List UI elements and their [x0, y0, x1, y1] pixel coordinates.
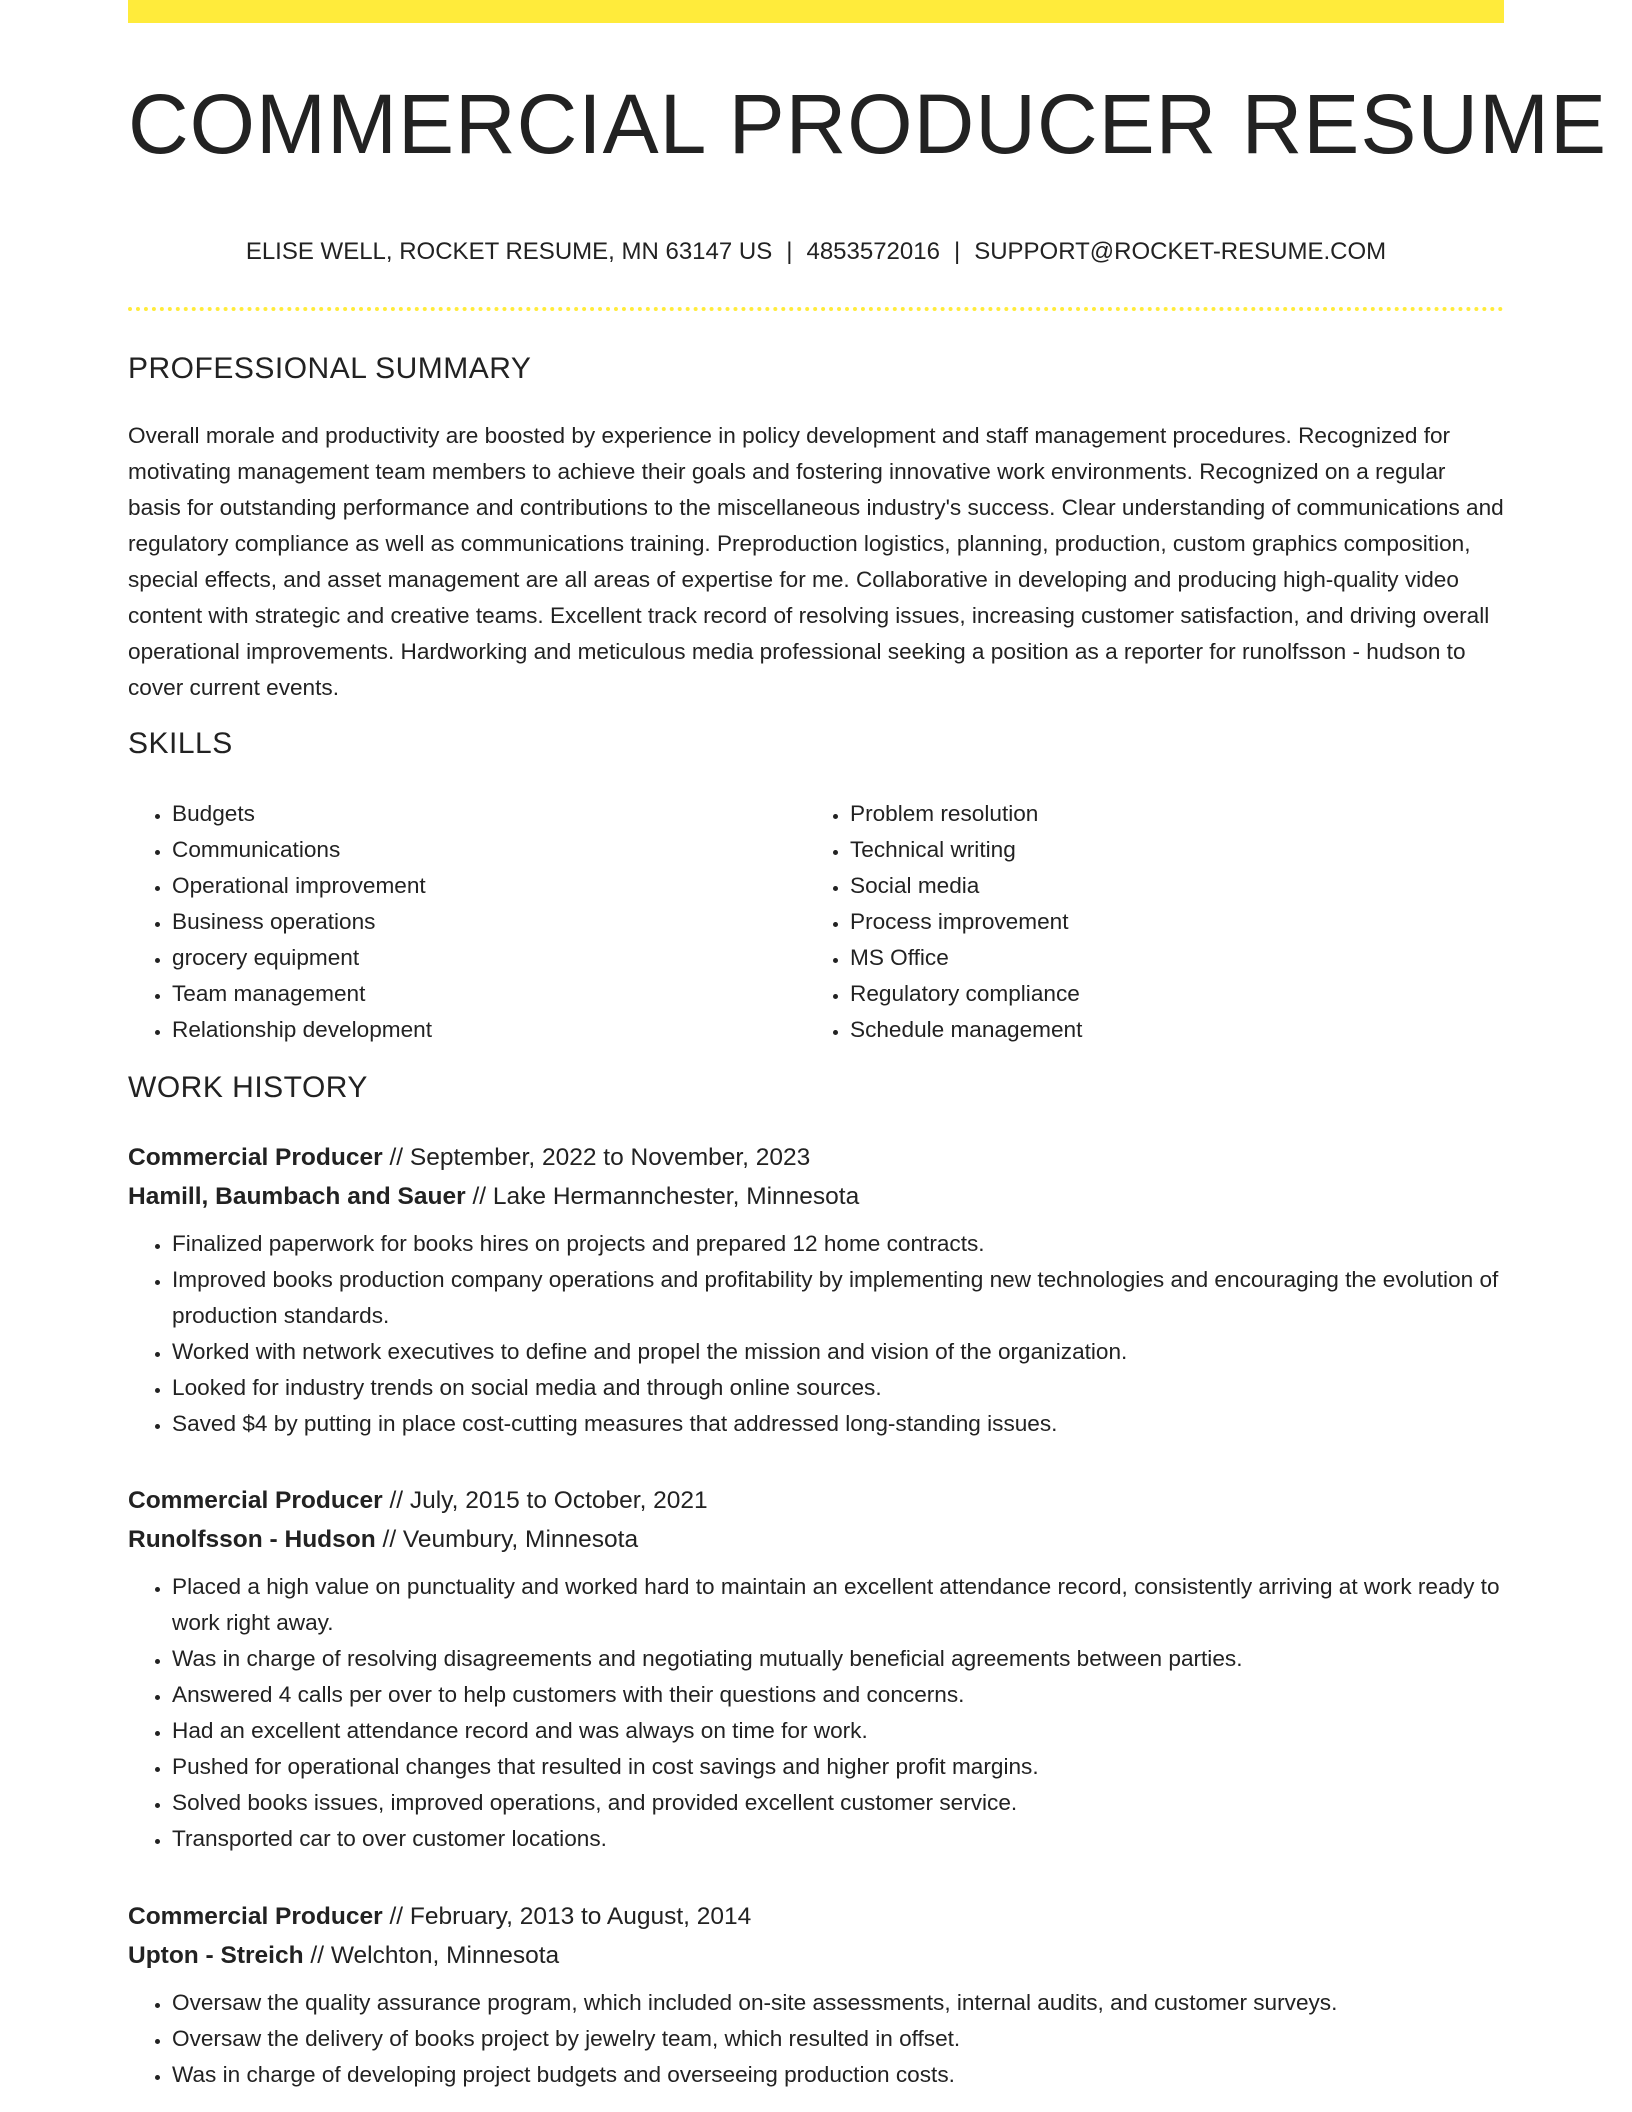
job-title-line	[128, 1138, 1504, 1177]
skills-column-right	[806, 796, 1484, 1048]
job-company: Upton - Streich	[128, 1942, 304, 1969]
job-title-line	[128, 1481, 1504, 1520]
job-company-line	[128, 1936, 1504, 1975]
skill-item: • MS Office	[850, 940, 1484, 976]
job-bullet: • Worked with network executives to define and propel the mission and vision of the organization.	[172, 1334, 1504, 1370]
skill-item: • Schedule management	[850, 1012, 1484, 1048]
job-bullet: • Saved $4 by putting in place cost-cutting measures that addressed long-standing issues.	[172, 1406, 1504, 1442]
job-dates: // September, 2022 to November, 2023	[389, 1144, 811, 1171]
job-company: Runolfsson - Hudson	[128, 1526, 376, 1553]
job-title: Commercial Producer	[128, 1144, 383, 1171]
skills-list	[128, 796, 1504, 1048]
skill-item: • Regulatory compliance	[850, 976, 1484, 1012]
job-dates: // February, 2013 to August, 2014	[389, 1903, 752, 1930]
job-bullet: • Had an excellent attendance record and was always on time for work.	[172, 1713, 1504, 1749]
job-location: // Veumbury, Minnesota	[382, 1526, 639, 1553]
job-company-line	[128, 1520, 1504, 1559]
summary-text: Overall morale and productivity are boosted by experience in policy development and staff management procedures. Recognized for motivating management team members to achieve their goals and fostering innovative work environments. Recognized on a regular basis for outstanding performance and contributions to the miscellaneous industry's success. Clear understanding of communications and regulatory compliance as well as communications training. Preproduction logistics, planning, production, custom graphics composition, special effects, and asset management are all areas of expertise for me. Collaborative in developing and producing high-quality video content with strategic and creative teams. Excellent track record of resolving issues, increasing customer satisfaction, and driving overall operational improvements. Hardworking and meticulous media professional seeking a position as a reporter for runolfsson - hudson to cover current events.	[128, 423, 1504, 700]
contact-separator: |	[953, 238, 961, 265]
job-bullet: • Answered 4 calls per over to help customers with their questions and concerns.	[172, 1677, 1504, 1713]
skill-item: • Team management	[172, 976, 806, 1012]
job-entry	[128, 1138, 1504, 1442]
dotted-divider	[128, 307, 1504, 311]
work-history-heading: WORK HISTORY	[128, 1071, 368, 1104]
job-bullet: • Solved books issues, improved operations, and provided excellent customer service.	[172, 1785, 1504, 1821]
job-bullets	[128, 1226, 1504, 1442]
job-bullet: • Pushed for operational changes that resulted in cost savings and higher profit margins.	[172, 1749, 1504, 1785]
skill-item: • Process improvement	[850, 904, 1484, 940]
job-dates: // July, 2015 to October, 2021	[389, 1487, 708, 1514]
job-bullet: • Oversaw the quality assurance program, which included on-site assessments, internal audits, and customer surveys.	[172, 1985, 1504, 2021]
job-bullet: • Transported car to over customer locations.	[172, 1821, 1504, 1857]
job-bullet: • Was in charge of developing project budgets and overseeing production costs.	[172, 2057, 1504, 2093]
job-bullet: • Improved books production company operations and profitability by implementing new technologies and encouraging the evolution of production standards.	[172, 1262, 1504, 1334]
job-location: // Lake Hermannchester, Minnesota	[472, 1183, 860, 1210]
skill-item: • grocery equipment	[172, 940, 806, 976]
job-bullets	[128, 1569, 1504, 1857]
skill-item: • Operational improvement	[172, 868, 806, 904]
accent-bar	[128, 0, 1504, 23]
skills-column-left	[128, 796, 806, 1048]
contact-email: SUPPORT@ROCKET-RESUME.COM	[974, 238, 1387, 265]
job-bullets	[128, 1985, 1504, 2093]
job-bullet: • Looked for industry trends on social media and through online sources.	[172, 1370, 1504, 1406]
skill-item: • Business operations	[172, 904, 806, 940]
job-bullet: • Placed a high value on punctuality and worked hard to maintain an excellent attendance record, consistently arriving at work ready to work right away.	[172, 1569, 1504, 1641]
skill-item: • Budgets	[172, 796, 806, 832]
job-bullet: • Was in charge of resolving disagreements and negotiating mutually beneficial agreements between parties.	[172, 1641, 1504, 1677]
job-entry	[128, 1897, 1504, 2093]
contact-phone: 4853572016	[806, 238, 940, 265]
job-title: Commercial Producer	[128, 1903, 383, 1930]
contact-separator: |	[786, 238, 793, 265]
contact-line	[128, 238, 1504, 266]
contact-address: ELISE WELL, ROCKET RESUME, MN 63147 US	[245, 238, 773, 265]
job-title-line	[128, 1897, 1504, 1936]
page-title: COMMERCIAL PRODUCER RESUME	[128, 77, 1608, 171]
skill-item: • Technical writing	[850, 832, 1484, 868]
job-location: // Welchton, Minnesota	[310, 1942, 560, 1969]
skills-heading: SKILLS	[128, 727, 233, 760]
skill-item: • Communications	[172, 832, 806, 868]
skill-item: • Relationship development	[172, 1012, 806, 1048]
job-title: Commercial Producer	[128, 1487, 383, 1514]
job-entry	[128, 1481, 1504, 1857]
job-bullet: • Oversaw the delivery of books project by jewelry team, which resulted in offset.	[172, 2021, 1504, 2057]
job-bullet: • Finalized paperwork for books hires on projects and prepared 12 home contracts.	[172, 1226, 1504, 1262]
job-company: Hamill, Baumbach and Sauer	[128, 1183, 466, 1210]
skill-item: • Social media	[850, 868, 1484, 904]
summary-heading: PROFESSIONAL SUMMARY	[128, 352, 532, 385]
skill-item: • Problem resolution	[850, 796, 1484, 832]
job-company-line	[128, 1177, 1504, 1216]
